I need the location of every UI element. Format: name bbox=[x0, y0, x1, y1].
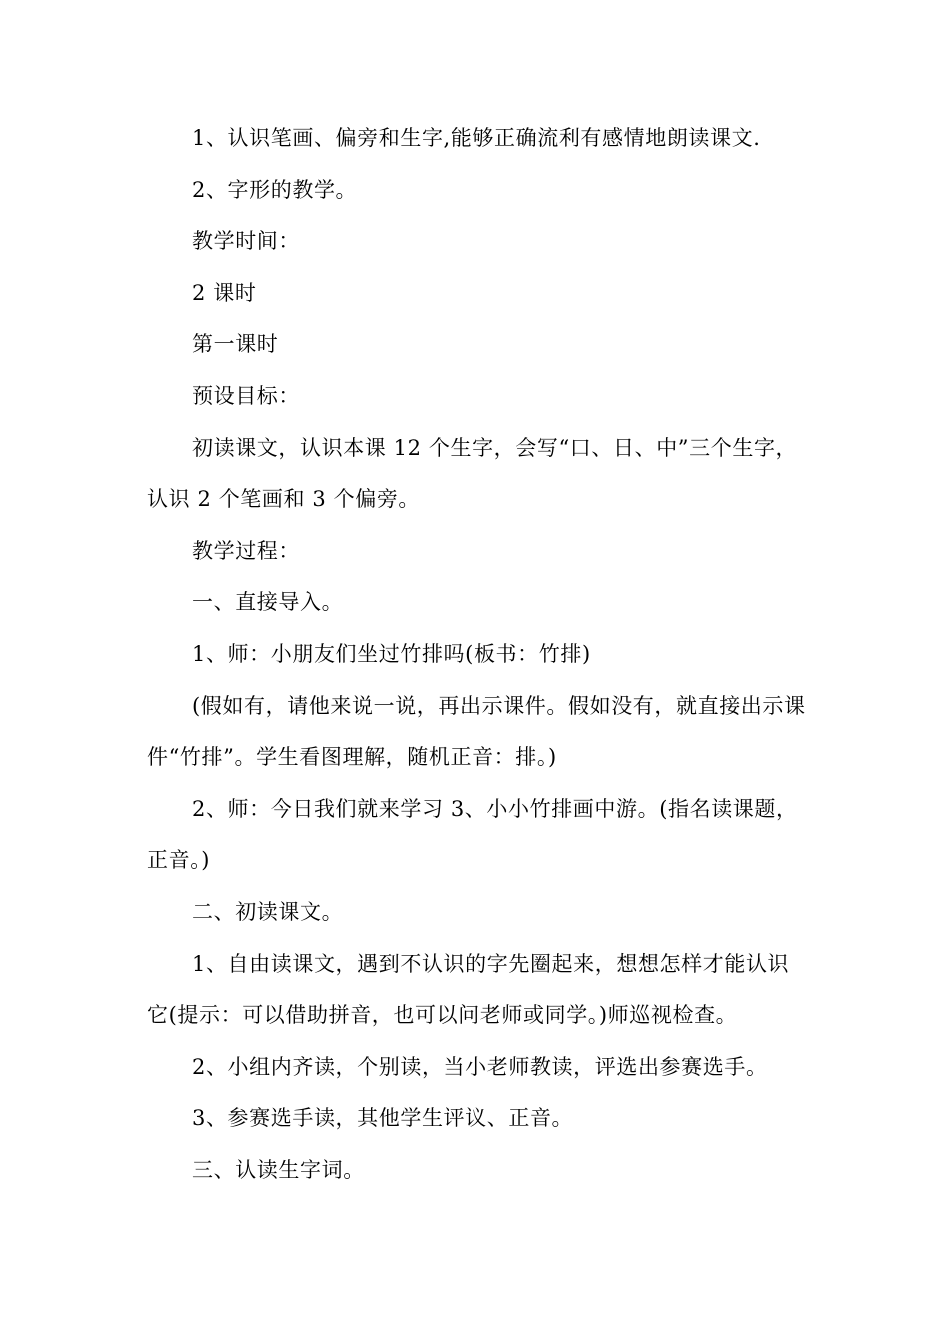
section-1-step-2: 2、师：今日我们就来学习 3、小小竹排画中游。(指名读课题，正音。) bbox=[147, 796, 798, 873]
section-2-step-2: 2、小组内齐读，个别读，当小老师教读，评选出参赛选手。 bbox=[192, 1054, 768, 1079]
section-1-note: (假如有，请他来说一说，再出示课件。假如没有，就直接出示课件“竹排”。学生看图理解，随机正音：排。) bbox=[147, 693, 806, 770]
teaching-time-heading: 教学时间： bbox=[192, 229, 300, 254]
section-3-heading: 三、认读生字词。 bbox=[192, 1157, 365, 1182]
section-1-step-1: 1、师：小朋友们坐过竹排吗(板书：竹排) bbox=[192, 641, 591, 666]
preset-goals-heading: 预设目标： bbox=[192, 383, 300, 408]
document-body bbox=[147, 113, 807, 1196]
preset-goals-text: 初读课文，认识本课 12 个生字，会写“口、日、中”三个生字，认识 2 个笔画和 3 个偏旁。 bbox=[147, 435, 798, 512]
objective-2: 2、字形的教学。 bbox=[192, 177, 358, 202]
lesson-one-heading: 第一课时 bbox=[192, 332, 279, 357]
section-2-heading: 二、初读课文。 bbox=[192, 899, 344, 924]
objective-1: 1、认识笔画、偏旁和生字,能够正确流利有感情地朗读课文. bbox=[192, 126, 761, 150]
teaching-process-heading: 教学过程： bbox=[192, 538, 300, 563]
teaching-time-value: 2 课时 bbox=[192, 280, 257, 305]
section-2-step-1: 1、自由读课文，遇到不认识的字先圈起来，想想怎样才能认识它(提示：可以借助拼音，也可以问老师或同学。)师巡视检查。 bbox=[147, 951, 790, 1028]
section-1-heading: 一、直接导入。 bbox=[192, 590, 344, 615]
section-2-step-3: 3、参赛选手读，其他学生评议、正音。 bbox=[192, 1106, 574, 1131]
